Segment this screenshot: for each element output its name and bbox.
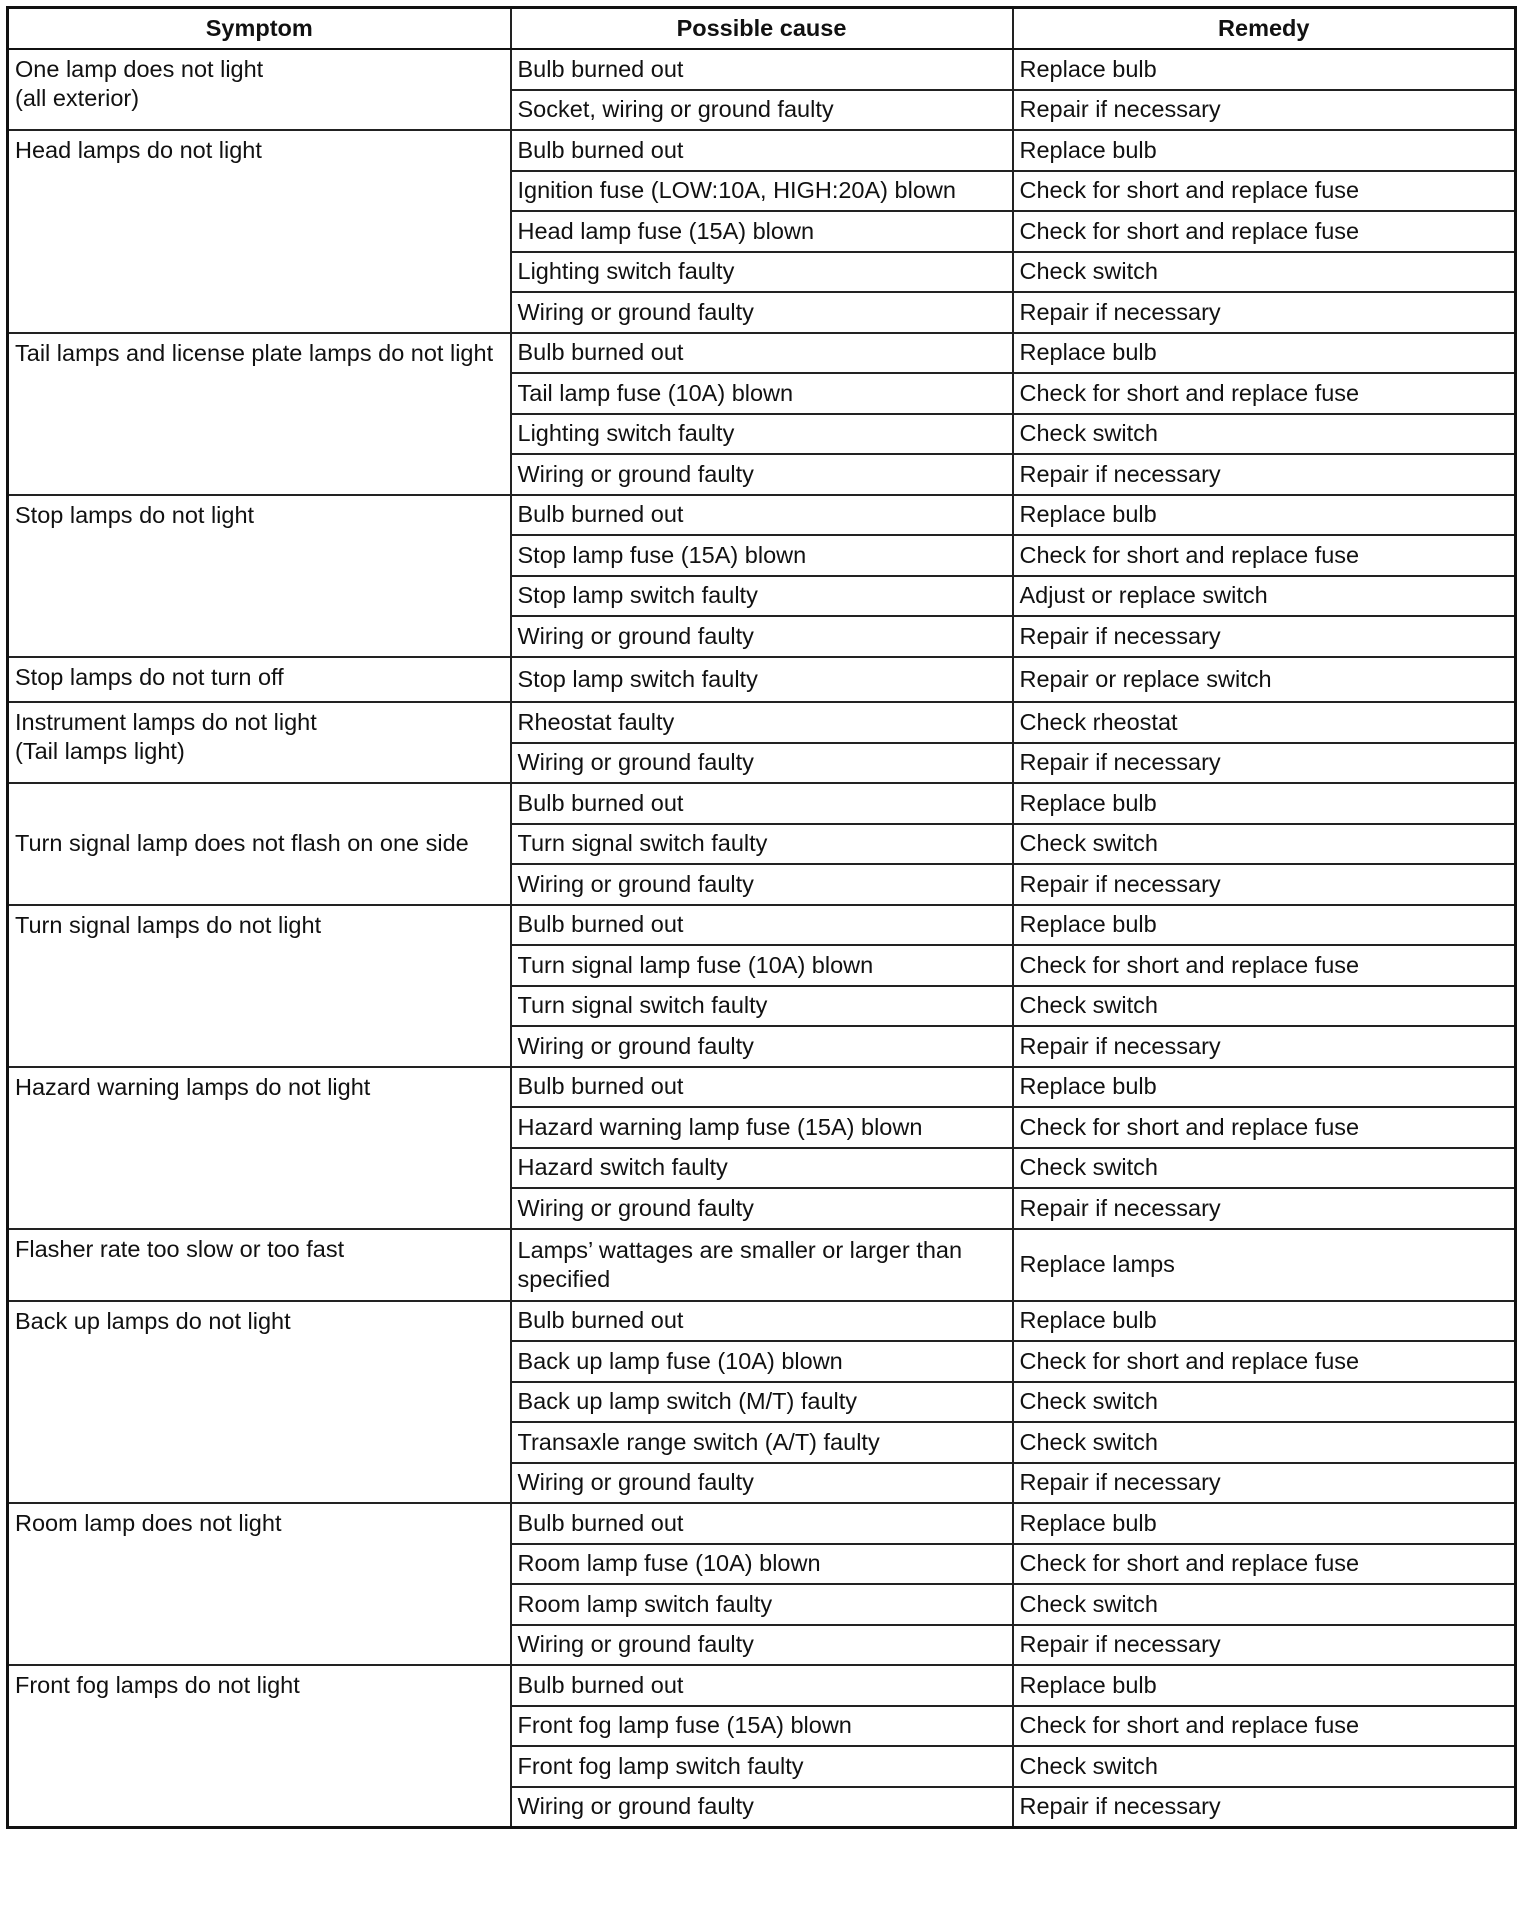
remedy-cell: Replace bulb xyxy=(1013,905,1516,946)
remedy-cell: Repair if necessary xyxy=(1013,1188,1516,1229)
possible-cause-cell: Wiring or ground faulty xyxy=(511,1463,1013,1504)
possible-cause-cell: Turn signal switch faulty xyxy=(511,986,1013,1027)
remedy-cell: Repair if necessary xyxy=(1013,90,1516,131)
possible-cause-cell: Tail lamp fuse (10A) blown xyxy=(511,373,1013,414)
troubleshooting-page xyxy=(6,6,1514,1829)
remedy-cell: Check for short and replace fuse xyxy=(1013,1706,1516,1747)
symptom-cell: Stop lamps do not light xyxy=(8,495,511,657)
remedy-cell: Replace bulb xyxy=(1013,495,1516,536)
possible-cause-cell: Lighting switch faulty xyxy=(511,252,1013,293)
possible-cause-cell: Back up lamp switch (M/T) faulty xyxy=(511,1382,1013,1423)
possible-cause-cell: Wiring or ground faulty xyxy=(511,292,1013,333)
possible-cause-cell: Wiring or ground faulty xyxy=(511,743,1013,784)
remedy-cell: Repair if necessary xyxy=(1013,864,1516,905)
table-row xyxy=(8,1665,1516,1706)
possible-cause-cell: Stop lamp switch faulty xyxy=(511,657,1013,703)
header-row xyxy=(8,8,1516,50)
remedy-cell: Check rheostat xyxy=(1013,702,1516,743)
symptom-cell: Turn signal lamps do not light xyxy=(8,905,511,1067)
possible-cause-cell: Bulb burned out xyxy=(511,1503,1013,1544)
remedy-cell: Check for short and replace fuse xyxy=(1013,945,1516,986)
possible-cause-cell: Stop lamp fuse (15A) blown xyxy=(511,535,1013,576)
possible-cause-cell: Bulb burned out xyxy=(511,49,1013,90)
remedy-cell: Check switch xyxy=(1013,252,1516,293)
table-row xyxy=(8,1301,1516,1342)
possible-cause-cell: Bulb burned out xyxy=(511,1301,1013,1342)
table-row xyxy=(8,783,1516,824)
possible-cause-cell: Hazard warning lamp fuse (15A) blown xyxy=(511,1107,1013,1148)
possible-cause-cell: Bulb burned out xyxy=(511,1665,1013,1706)
remedy-cell: Replace bulb xyxy=(1013,1067,1516,1108)
possible-cause-cell: Socket, wiring or ground faulty xyxy=(511,90,1013,131)
remedy-cell: Replace bulb xyxy=(1013,1301,1516,1342)
symptom-cell: Tail lamps and license plate lamps do not light xyxy=(8,333,511,495)
possible-cause-cell: Bulb burned out xyxy=(511,495,1013,536)
remedy-cell: Replace bulb xyxy=(1013,1503,1516,1544)
symptom-cell: Head lamps do not light xyxy=(8,130,511,333)
remedy-cell: Replace bulb xyxy=(1013,333,1516,374)
remedy-cell: Replace bulb xyxy=(1013,49,1516,90)
symptom-cell: Room lamp does not light xyxy=(8,1503,511,1665)
remedy-cell: Adjust or replace switch xyxy=(1013,576,1516,617)
possible-cause-cell: Stop lamp switch faulty xyxy=(511,576,1013,617)
symptom-cell: Front fog lamps do not light xyxy=(8,1665,511,1828)
possible-cause-cell: Wiring or ground faulty xyxy=(511,1188,1013,1229)
possible-cause-cell: Wiring or ground faulty xyxy=(511,1026,1013,1067)
table-row xyxy=(8,333,1516,374)
remedy-cell: Replace lamps xyxy=(1013,1229,1516,1301)
possible-cause-cell: Wiring or ground faulty xyxy=(511,454,1013,495)
possible-cause-cell: Rheostat faulty xyxy=(511,702,1013,743)
remedy-cell: Check switch xyxy=(1013,824,1516,865)
remedy-cell: Check switch xyxy=(1013,1422,1516,1463)
possible-cause-column-header: Possible cause xyxy=(511,8,1013,50)
symptom-cell: Flasher rate too slow or too fast xyxy=(8,1229,511,1301)
table-row xyxy=(8,1503,1516,1544)
table-header xyxy=(8,8,1516,50)
troubleshooting-table xyxy=(6,6,1517,1829)
remedy-cell: Repair if necessary xyxy=(1013,1463,1516,1504)
possible-cause-cell: Bulb burned out xyxy=(511,783,1013,824)
table-row xyxy=(8,905,1516,946)
remedy-column-header: Remedy xyxy=(1013,8,1516,50)
remedy-cell: Repair if necessary xyxy=(1013,454,1516,495)
possible-cause-cell: Hazard switch faulty xyxy=(511,1148,1013,1189)
remedy-cell: Check switch xyxy=(1013,986,1516,1027)
table-row xyxy=(8,1067,1516,1108)
symptom-cell: Hazard warning lamps do not light xyxy=(8,1067,511,1229)
remedy-cell: Check switch xyxy=(1013,1382,1516,1423)
possible-cause-cell: Ignition fuse (LOW:10A, HIGH:20A) blown xyxy=(511,171,1013,212)
possible-cause-cell: Head lamp fuse (15A) blown xyxy=(511,211,1013,252)
remedy-cell: Check for short and replace fuse xyxy=(1013,535,1516,576)
table-row xyxy=(8,657,1516,703)
remedy-cell: Check switch xyxy=(1013,1148,1516,1189)
possible-cause-cell: Room lamp switch faulty xyxy=(511,1584,1013,1625)
table-row xyxy=(8,130,1516,171)
table-row xyxy=(8,495,1516,536)
symptom-cell: One lamp does not light (all exterior) xyxy=(8,49,511,130)
symptom-cell: Turn signal lamp does not flash on one side xyxy=(8,783,511,905)
remedy-cell: Repair if necessary xyxy=(1013,1625,1516,1666)
possible-cause-cell: Bulb burned out xyxy=(511,905,1013,946)
table-row xyxy=(8,702,1516,743)
remedy-cell: Check switch xyxy=(1013,1746,1516,1787)
table-body xyxy=(8,49,1516,1828)
possible-cause-cell: Wiring or ground faulty xyxy=(511,1787,1013,1828)
remedy-cell: Check for short and replace fuse xyxy=(1013,171,1516,212)
remedy-cell: Repair if necessary xyxy=(1013,743,1516,784)
possible-cause-cell: Turn signal switch faulty xyxy=(511,824,1013,865)
remedy-cell: Check switch xyxy=(1013,414,1516,455)
remedy-cell: Repair if necessary xyxy=(1013,1787,1516,1828)
possible-cause-cell: Bulb burned out xyxy=(511,130,1013,171)
remedy-cell: Repair if necessary xyxy=(1013,616,1516,657)
possible-cause-cell: Wiring or ground faulty xyxy=(511,1625,1013,1666)
symptom-cell: Instrument lamps do not light (Tail lamps light) xyxy=(8,702,511,783)
remedy-cell: Repair if necessary xyxy=(1013,1026,1516,1067)
possible-cause-cell: Bulb burned out xyxy=(511,1067,1013,1108)
possible-cause-cell: Front fog lamp fuse (15A) blown xyxy=(511,1706,1013,1747)
symptom-column-header: Symptom xyxy=(8,8,511,50)
table-row xyxy=(8,1229,1516,1301)
remedy-cell: Replace bulb xyxy=(1013,130,1516,171)
remedy-cell: Repair or replace switch xyxy=(1013,657,1516,703)
remedy-cell: Replace bulb xyxy=(1013,1665,1516,1706)
possible-cause-cell: Room lamp fuse (10A) blown xyxy=(511,1544,1013,1585)
possible-cause-cell: Back up lamp fuse (10A) blown xyxy=(511,1341,1013,1382)
possible-cause-cell: Transaxle range switch (A/T) faulty xyxy=(511,1422,1013,1463)
symptom-cell: Stop lamps do not turn off xyxy=(8,657,511,703)
remedy-cell: Check for short and replace fuse xyxy=(1013,373,1516,414)
remedy-cell: Check for short and replace fuse xyxy=(1013,1107,1516,1148)
possible-cause-cell: Lamps’ wattages are smaller or larger than specified xyxy=(511,1229,1013,1301)
symptom-cell: Back up lamps do not light xyxy=(8,1301,511,1504)
remedy-cell: Check switch xyxy=(1013,1584,1516,1625)
possible-cause-cell: Wiring or ground faulty xyxy=(511,864,1013,905)
table-row xyxy=(8,49,1516,90)
possible-cause-cell: Wiring or ground faulty xyxy=(511,616,1013,657)
remedy-cell: Check for short and replace fuse xyxy=(1013,1341,1516,1382)
remedy-cell: Check for short and replace fuse xyxy=(1013,211,1516,252)
possible-cause-cell: Turn signal lamp fuse (10A) blown xyxy=(511,945,1013,986)
possible-cause-cell: Lighting switch faulty xyxy=(511,414,1013,455)
possible-cause-cell: Bulb burned out xyxy=(511,333,1013,374)
possible-cause-cell: Front fog lamp switch faulty xyxy=(511,1746,1013,1787)
remedy-cell: Check for short and replace fuse xyxy=(1013,1544,1516,1585)
remedy-cell: Replace bulb xyxy=(1013,783,1516,824)
remedy-cell: Repair if necessary xyxy=(1013,292,1516,333)
